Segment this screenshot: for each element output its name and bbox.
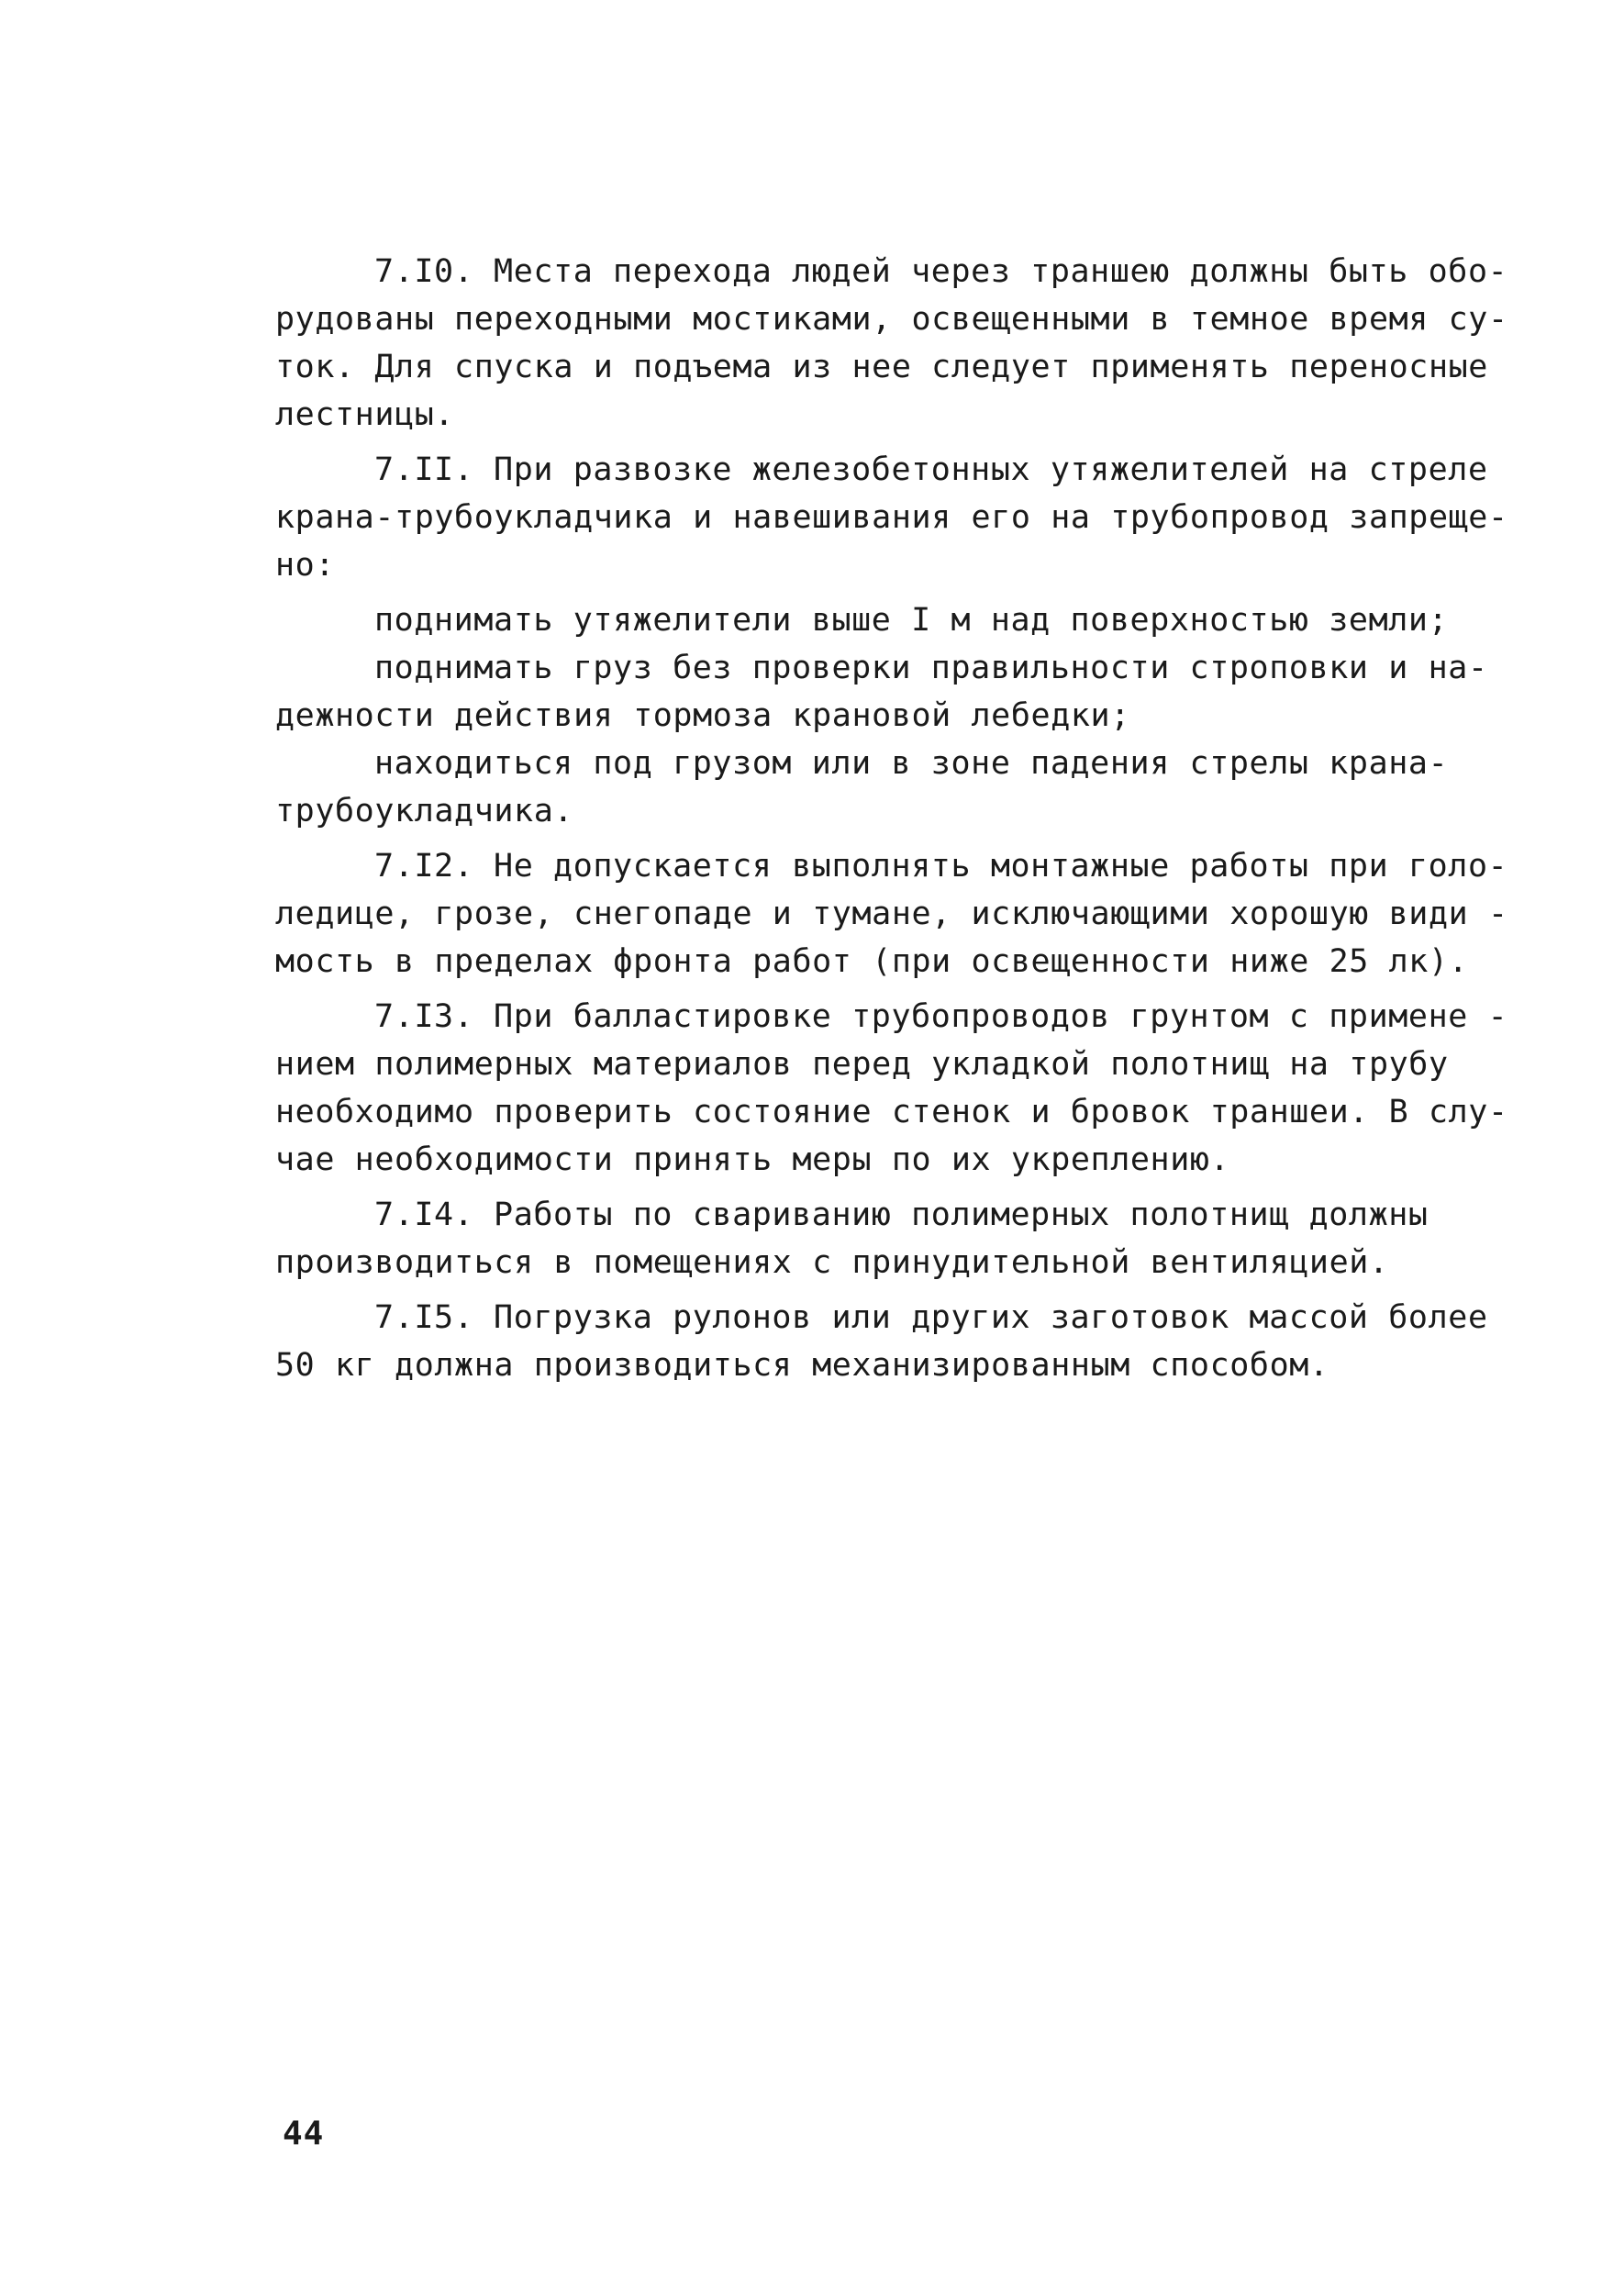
text-line-p710-4: лестницы.: [275, 396, 455, 433]
text-line-p713-1: 7.I3. При балластировке трубопроводов грунтом с примене -: [374, 998, 1508, 1035]
text-line-p713-3: необходимо проверить состояние стенок и бровок траншеи. В слу-: [275, 1094, 1508, 1130]
text-line-p712-3: мость в пределах фронта работ (при освещенности ниже 25 лк).: [275, 943, 1469, 980]
text-line-p714-1: 7.I4. Работы по свариванию полимерных полотнищ должны: [374, 1197, 1429, 1233]
page-number: 44: [283, 2115, 325, 2153]
text-line-item-1: поднимать утяжелители выше I м над поверхностью земли;: [374, 602, 1449, 639]
body-text: [275, 248, 1508, 1389]
text-line-p714-2: производиться в помещениях с принудительной вентиляцией.: [275, 1244, 1389, 1281]
text-line-p713-4: чае необходимости принять меры по их укреплению.: [275, 1141, 1230, 1178]
text-line-p710-2: рудованы переходными мостиками, освещенными в темное время су-: [275, 301, 1508, 338]
text-line-p711-1: 7.II. При развозке железобетонных утяжелителей на стреле: [374, 451, 1488, 488]
text-line-item-2a: поднимать груз без проверки правильности строповки и на-: [374, 650, 1488, 686]
text-line-p710-3: ток. Для спуска и подъема из нее следует применять переносные: [275, 349, 1488, 385]
text-line-p713-2: нием полимерных материалов перед укладкой полотнищ на трубу: [275, 1046, 1449, 1083]
text-line-p711-3: но:: [275, 547, 336, 584]
text-line-item-2b: дежности действия тормоза крановой лебедки;: [275, 697, 1130, 734]
text-line-p712-2: ледице, грозе, снегопаде и тумане, исключающими хорошую види -: [275, 896, 1508, 932]
text-line-p710-1: 7.I0. Места перехода людей через траншею должны быть обо-: [374, 253, 1508, 290]
text-line-p711-2: крана-трубоукладчика и навешивания его на трубопровод запреще-: [275, 499, 1508, 536]
text-line-item-3a: находиться под грузом или в зоне падения стрелы крана-: [374, 745, 1449, 782]
text-line-p715-2: 50 кг должна производиться механизированным способом.: [275, 1347, 1329, 1384]
text-line-p715-1: 7.I5. Погрузка рулонов или других заготовок массой более: [374, 1299, 1488, 1336]
text-line-item-3b: трубоукладчика.: [275, 793, 574, 829]
text-line-p712-1: 7.I2. Не допускается выполнять монтажные работы при голо-: [374, 848, 1508, 885]
